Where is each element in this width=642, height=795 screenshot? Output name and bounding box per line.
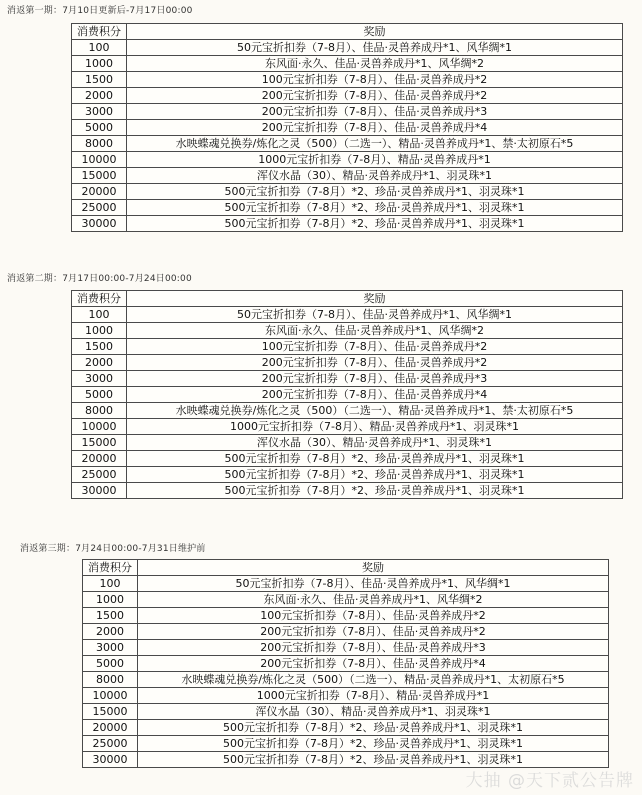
- points-cell: 20000: [72, 184, 127, 200]
- table-row: [83, 672, 609, 688]
- reward-cell: 500元宝折扣券（7-8月）*2、珍品·灵兽养成丹*1、羽灵珠*1: [127, 184, 623, 200]
- table-row: [72, 323, 623, 339]
- reward-cell: 200元宝折扣券（7-8月）、佳品·灵兽养成丹*3: [127, 104, 623, 120]
- header-reward: 奖励: [138, 560, 609, 576]
- reward-cell: 200元宝折扣券（7-8月）、佳品·灵兽养成丹*4: [138, 656, 609, 672]
- table-row: [72, 168, 623, 184]
- points-cell: 10000: [72, 419, 127, 435]
- reward-cell: 浑仪水晶（30）、精品·灵兽养成丹*1、羽灵珠*1: [127, 435, 623, 451]
- points-cell: 1500: [72, 72, 127, 88]
- table-row: [72, 104, 623, 120]
- table-row: [72, 56, 623, 72]
- reward-cell: 水映蝶魂兑换券/炼化之灵（500）（二选一）、精品·灵兽养成丹*1、太初原石*5: [138, 672, 609, 688]
- table-row: [83, 688, 609, 704]
- table-row: [72, 355, 623, 371]
- header-reward: 奖励: [127, 24, 623, 40]
- reward-cell: 500元宝折扣券（7-8月）*2、珍品·灵兽养成丹*1、羽灵珠*1: [127, 467, 623, 483]
- points-cell: 1000: [83, 592, 138, 608]
- reward-cell: 1000元宝折扣券（7-8月）、精品·灵兽养成丹*1: [138, 688, 609, 704]
- reward-cell: 500元宝折扣券（7-8月）*2、珍品·灵兽养成丹*1、羽灵珠*1: [138, 752, 609, 768]
- table-row: [72, 451, 623, 467]
- header-points: 消费积分: [83, 560, 138, 576]
- reward-cell: 500元宝折扣券（7-8月）*2、珍品·灵兽养成丹*1、羽灵珠*1: [138, 720, 609, 736]
- points-cell: 30000: [83, 752, 138, 768]
- table-row: [72, 152, 623, 168]
- points-cell: 3000: [72, 371, 127, 387]
- header-points: 消费积分: [72, 24, 127, 40]
- section-1-title: 消返第一期：7月10日更新后-7月17日00:00: [7, 6, 193, 16]
- points-cell: 10000: [72, 152, 127, 168]
- points-cell: 15000: [72, 435, 127, 451]
- table-row: [83, 592, 609, 608]
- table-row: [72, 403, 623, 419]
- points-cell: 2000: [72, 355, 127, 371]
- reward-cell: 100元宝折扣券（7-8月）、佳品·灵兽养成丹*2: [127, 339, 623, 355]
- points-cell: 25000: [72, 200, 127, 216]
- reward-table-2: [71, 290, 623, 499]
- points-cell: 20000: [72, 451, 127, 467]
- table-header-row: [72, 24, 623, 40]
- points-cell: 2000: [72, 88, 127, 104]
- points-cell: 5000: [72, 120, 127, 136]
- points-cell: 10000: [83, 688, 138, 704]
- reward-cell: 500元宝折扣券（7-8月）*2、珍品·灵兽养成丹*1、羽灵珠*1: [127, 451, 623, 467]
- points-cell: 1000: [72, 56, 127, 72]
- table-row: [72, 435, 623, 451]
- reward-cell: 200元宝折扣券（7-8月）、佳品·灵兽养成丹*2: [127, 88, 623, 104]
- table-row: [72, 120, 623, 136]
- reward-cell: 200元宝折扣券（7-8月）、佳品·灵兽养成丹*2: [138, 624, 609, 640]
- table-row: [72, 200, 623, 216]
- points-cell: 3000: [83, 640, 138, 656]
- points-cell: 1500: [83, 608, 138, 624]
- reward-table-1: [71, 23, 623, 232]
- points-cell: 30000: [72, 483, 127, 499]
- table-header-row: [83, 560, 609, 576]
- reward-cell: 浑仪水晶（30）、精品·灵兽养成丹*1、羽灵珠*1: [138, 704, 609, 720]
- table-row: [83, 720, 609, 736]
- table-row: [83, 608, 609, 624]
- reward-cell: 200元宝折扣券（7-8月）、佳品·灵兽养成丹*2: [127, 355, 623, 371]
- reward-cell: 浑仪水晶（30）、精品·灵兽养成丹*1、羽灵珠*1: [127, 168, 623, 184]
- table-row: [72, 136, 623, 152]
- reward-cell: 50元宝折扣券（7-8月）、佳品·灵兽养成丹*1、风华绸*1: [138, 576, 609, 592]
- table-row: [72, 419, 623, 435]
- points-cell: 8000: [83, 672, 138, 688]
- reward-cell: 100元宝折扣券（7-8月）、佳品·灵兽养成丹*2: [127, 72, 623, 88]
- table-row: [72, 339, 623, 355]
- points-cell: 2000: [83, 624, 138, 640]
- reward-cell: 100元宝折扣券（7-8月）、佳品·灵兽养成丹*2: [138, 608, 609, 624]
- reward-cell: 500元宝折扣券（7-8月）*2、珍品·灵兽养成丹*1、羽灵珠*1: [127, 483, 623, 499]
- table-row: [72, 483, 623, 499]
- points-cell: 8000: [72, 136, 127, 152]
- section-2-title: 消返第二期：7月17日00:00-7月24日00:00: [7, 274, 192, 284]
- table-row: [72, 72, 623, 88]
- table-row: [83, 576, 609, 592]
- table-row: [72, 40, 623, 56]
- table-row: [83, 640, 609, 656]
- watermark: 大抽 @天下贰公告牌: [465, 771, 634, 791]
- table-row: [72, 88, 623, 104]
- reward-cell: 东风面·永久、佳品·灵兽养成丹*1、风华绸*2: [127, 323, 623, 339]
- table-header-row: [72, 291, 623, 307]
- header-reward: 奖励: [127, 291, 623, 307]
- table-row: [83, 736, 609, 752]
- reward-cell: 500元宝折扣券（7-8月）*2、珍品·灵兽养成丹*1、羽灵珠*1: [138, 736, 609, 752]
- reward-cell: 200元宝折扣券（7-8月）、佳品·灵兽养成丹*4: [127, 120, 623, 136]
- reward-cell: 50元宝折扣券（7-8月）、佳品·灵兽养成丹*1、风华绸*1: [127, 307, 623, 323]
- reward-cell: 200元宝折扣券（7-8月）、佳品·灵兽养成丹*3: [127, 371, 623, 387]
- table-row: [72, 216, 623, 232]
- points-cell: 100: [83, 576, 138, 592]
- points-cell: 30000: [72, 216, 127, 232]
- section-3-title: 消返第三期：7月24日00:00-7月31日维护前: [20, 544, 206, 554]
- reward-table-3: [82, 559, 609, 768]
- reward-cell: 东风面·永久、佳品·灵兽养成丹*1、风华绸*2: [127, 56, 623, 72]
- points-cell: 100: [72, 40, 127, 56]
- table-row: [72, 184, 623, 200]
- table-row: [83, 704, 609, 720]
- reward-cell: 500元宝折扣券（7-8月）*2、珍品·灵兽养成丹*1、羽灵珠*1: [127, 216, 623, 232]
- table-row: [72, 467, 623, 483]
- reward-cell: 东风面·永久、佳品·灵兽养成丹*1、风华绸*2: [138, 592, 609, 608]
- points-cell: 25000: [83, 736, 138, 752]
- points-cell: 5000: [83, 656, 138, 672]
- points-cell: 5000: [72, 387, 127, 403]
- points-cell: 25000: [72, 467, 127, 483]
- table-row: [83, 656, 609, 672]
- reward-cell: 1000元宝折扣券（7-8月）、精品·灵兽养成丹*1: [127, 152, 623, 168]
- table-row: [83, 624, 609, 640]
- points-cell: 15000: [72, 168, 127, 184]
- points-cell: 1000: [72, 323, 127, 339]
- points-cell: 100: [72, 307, 127, 323]
- table-row: [72, 371, 623, 387]
- reward-cell: 50元宝折扣券（7-8月）、佳品·灵兽养成丹*1、风华绸*1: [127, 40, 623, 56]
- header-points: 消费积分: [72, 291, 127, 307]
- reward-cell: 500元宝折扣券（7-8月）*2、珍品·灵兽养成丹*1、羽灵珠*1: [127, 200, 623, 216]
- reward-cell: 1000元宝折扣券（7-8月）、精品·灵兽养成丹*1、羽灵珠*1: [127, 419, 623, 435]
- points-cell: 20000: [83, 720, 138, 736]
- points-cell: 15000: [83, 704, 138, 720]
- table-row: [72, 387, 623, 403]
- points-cell: 3000: [72, 104, 127, 120]
- reward-cell: 水映蝶魂兑换券/炼化之灵（500）（二选一）、精品·灵兽养成丹*1、禁·太初原石*5: [127, 403, 623, 419]
- reward-cell: 200元宝折扣券（7-8月）、佳品·灵兽养成丹*4: [127, 387, 623, 403]
- points-cell: 8000: [72, 403, 127, 419]
- reward-cell: 200元宝折扣券（7-8月）、佳品·灵兽养成丹*3: [138, 640, 609, 656]
- reward-cell: 水映蝶魂兑换券/炼化之灵（500）（二选一）、精品·灵兽养成丹*1、禁·太初原石*5: [127, 136, 623, 152]
- table-row: [72, 307, 623, 323]
- points-cell: 1500: [72, 339, 127, 355]
